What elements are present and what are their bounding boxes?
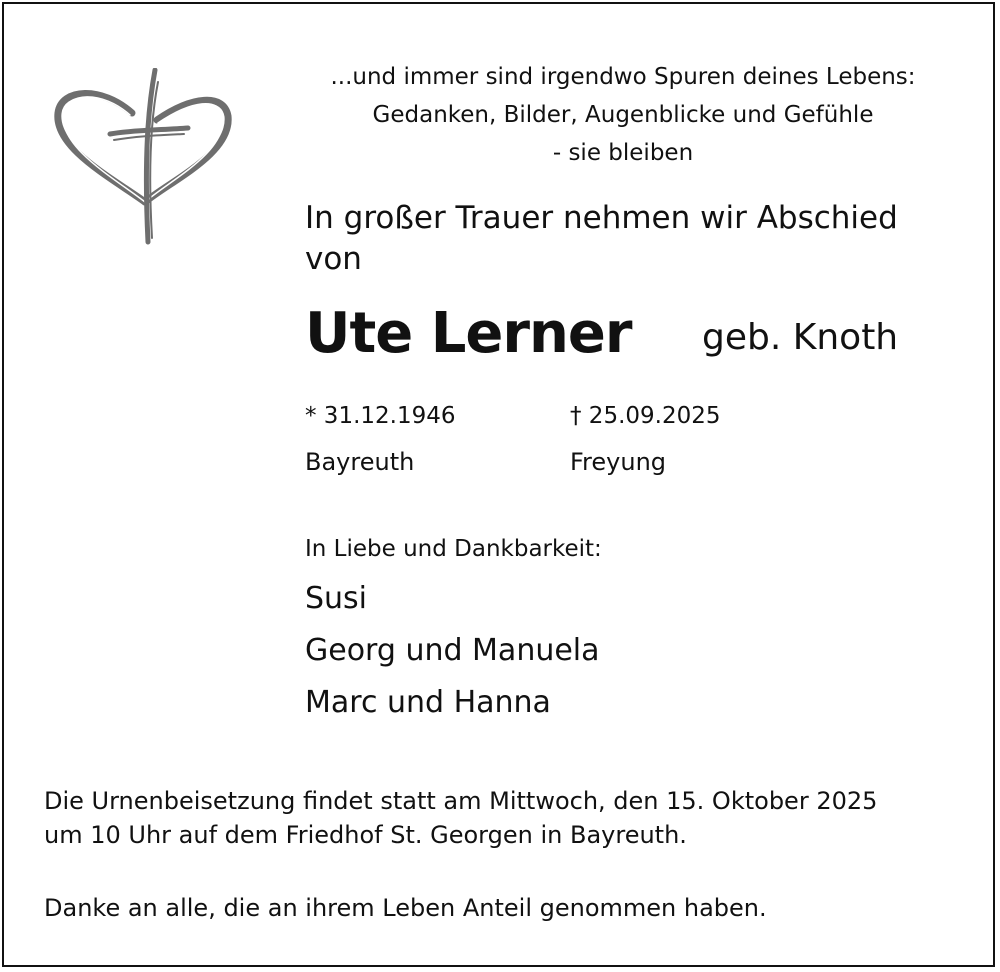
birth-date: * 31.12.1946 (305, 403, 456, 429)
death-place: Freyung (570, 448, 667, 476)
burial-notice-line-1: Die Urnenbeisetzung findet statt am Mittwoch, den 15. Oktober 2025 (44, 787, 878, 815)
thanks-note: Danke an alle, die an ihrem Leben Anteil genommen haben. (44, 894, 767, 922)
intro-line-2: von (305, 241, 362, 277)
mourner-name: Georg und Manuela (305, 633, 600, 668)
birth-place: Bayreuth (305, 448, 415, 476)
heart-cross-icon (52, 68, 234, 246)
quote-line-2: Gedanken, Bilder, Augenblicke und Gefühle (372, 102, 874, 128)
intro-line-1: In großer Trauer nehmen wir Abschied (305, 200, 898, 236)
mourners-intro: In Liebe und Dankbarkeit: (305, 536, 602, 562)
mourner-name: Marc und Hanna (305, 685, 551, 720)
mourner-name: Susi (305, 581, 368, 616)
quote-line-3: - sie bleiben (552, 140, 694, 166)
burial-notice-line-2: um 10 Uhr auf dem Friedhof St. Georgen in Bayreuth. (44, 821, 687, 849)
quote-line-1: ...und immer sind irgendwo Spuren deines Lebens: (330, 64, 916, 90)
maiden-name: geb. Knoth (702, 317, 899, 358)
death-date: † 25.09.2025 (570, 403, 721, 429)
deceased-name: Ute Lerner (305, 301, 632, 366)
